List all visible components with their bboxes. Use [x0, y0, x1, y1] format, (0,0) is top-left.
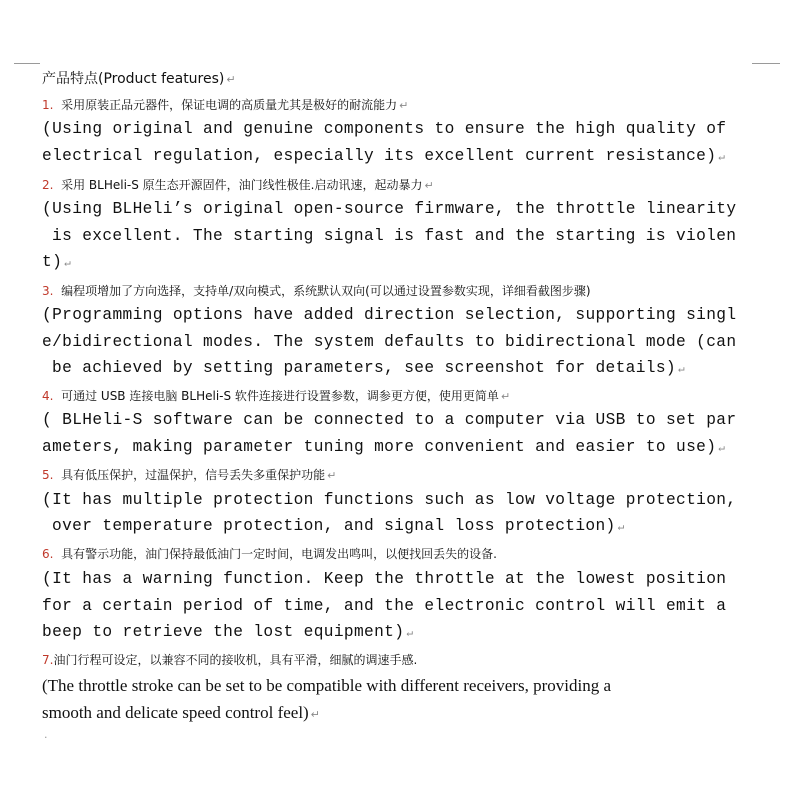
feature-5-en-line-2	[52, 517, 625, 535]
feature-6-en-line-3	[42, 623, 413, 641]
return-mark-icon: ↵	[310, 709, 320, 721]
feature-3-en-line-3	[52, 359, 685, 377]
return-mark-icon: ↵	[327, 469, 337, 482]
return-mark-icon: ↵	[226, 73, 236, 86]
feature-4-en-line-1: ( BLHeli-S software can be connected to a computer via USB to set par	[42, 411, 737, 429]
feature-5-en-line-2-text: over temperature protection, and signal loss protection)	[52, 517, 616, 535]
feature-7-en-line-2	[42, 703, 320, 723]
return-mark-icon: ↵	[500, 390, 511, 403]
doc-title-text: 产品特点(Product features)	[42, 71, 225, 87]
feature-6-en-line-1: (It has a warning function. Keep the throttle at the lowest position	[42, 570, 727, 588]
return-mark-icon: ↵	[718, 443, 726, 455]
feature-1-en-line-2-text: electrical regulation, especially its excellent current resistance)	[42, 147, 717, 165]
feature-2-cn	[42, 176, 434, 193]
feature-3-cn	[42, 282, 591, 299]
return-mark-icon: ↵	[718, 152, 726, 164]
page-corner-mark-right	[752, 63, 780, 64]
feature-4-en-line-2	[42, 438, 725, 456]
feature-3-number: 3.	[42, 284, 54, 298]
feature-1-en-line-2	[42, 147, 725, 165]
feature-2-cn-text: 采用 BLHeli-S 原生态开源固件，油门线性极佳.启动讯速，起动暴力	[61, 178, 423, 192]
feature-7-en-line-2-text: smooth and delicate speed control feel)	[42, 703, 309, 722]
feature-3-en-line-3-text: be achieved by setting parameters, see screenshot for details)	[52, 359, 676, 377]
feature-4-en-line-2-text: ameters, making parameter tuning more convenient and easier to use)	[42, 438, 717, 456]
feature-1-en-line-1: (Using original and genuine components to ensure the high quality of	[42, 120, 727, 138]
return-mark-icon: ↵	[399, 99, 409, 112]
feature-1-cn-text: 采用原装正品元器件，保证电调的高质量尤其是极好的耐流能力	[61, 98, 398, 112]
feature-7-en-line-1: (The throttle stroke can be set to be compatible with different receivers, providing a	[42, 676, 611, 695]
feature-1-cn	[42, 96, 408, 113]
feature-7-number: 7.	[42, 653, 54, 667]
return-mark-icon: ↵	[677, 364, 685, 376]
return-mark-icon: ↵	[424, 179, 434, 192]
feature-3-en-line-1: (Programming options have added direction selection, supporting singl	[42, 306, 737, 324]
feature-4-number: 4.	[42, 389, 54, 403]
feature-6-cn	[42, 545, 497, 562]
return-mark-icon: ↵	[64, 258, 72, 270]
feature-3-en-line-2: e/bidirectional modes. The system defaults to bidirectional mode (can	[42, 333, 737, 351]
feature-5-cn-text: 具有低压保护，过温保护，信号丢失多重保护功能	[61, 468, 326, 482]
feature-5-cn	[42, 466, 336, 483]
feature-5-number: 5.	[42, 468, 54, 482]
feature-2-number: 2.	[42, 178, 54, 192]
feature-2-en-line-2: is excellent. The starting signal is fast and the starting is violen	[52, 227, 737, 245]
feature-6-en-line-3-text: beep to retrieve the lost equipment)	[42, 623, 405, 641]
return-mark-icon: ↵	[617, 522, 625, 534]
feature-6-number: 6.	[42, 547, 54, 561]
feature-7-cn-text: 油门行程可设定，以兼容不同的接收机，具有平滑，细腻的调速手感.	[53, 653, 418, 667]
feature-1-number: 1.	[42, 98, 54, 112]
feature-4-cn	[42, 387, 510, 404]
feature-5-en-line-1: (It has multiple protection functions such as low voltage protection,	[42, 491, 737, 509]
feature-6-cn-text: 具有警示功能，油门保持最低油门一定时间，电调发出鸣叫，以便找回丢失的设备.	[61, 547, 497, 561]
feature-3-cn-text: 编程项增加了方向选择，支持单/双向模式，系统默认双向(可以通过设置参数实现，详细看截图步骤)	[61, 284, 591, 298]
feature-2-en-line-3	[42, 253, 71, 271]
paragraph-end-mark-icon: .	[44, 728, 48, 741]
feature-7-cn	[42, 651, 417, 668]
page-corner-mark-left	[14, 63, 40, 64]
feature-2-en-line-3-text: t)	[42, 253, 63, 271]
doc-title	[42, 68, 236, 88]
return-mark-icon: ↵	[406, 628, 414, 640]
feature-4-cn-text: 可通过 USB 连接电脑 BLHeli-S 软件连接进行设置参数，调参更方便，使用更简单	[61, 389, 499, 403]
feature-6-en-line-2: for a certain period of time, and the electronic control will emit a	[42, 597, 727, 615]
feature-2-en-line-1: (Using BLHeli’s original open-source firmware, the throttle linearity	[42, 200, 737, 218]
